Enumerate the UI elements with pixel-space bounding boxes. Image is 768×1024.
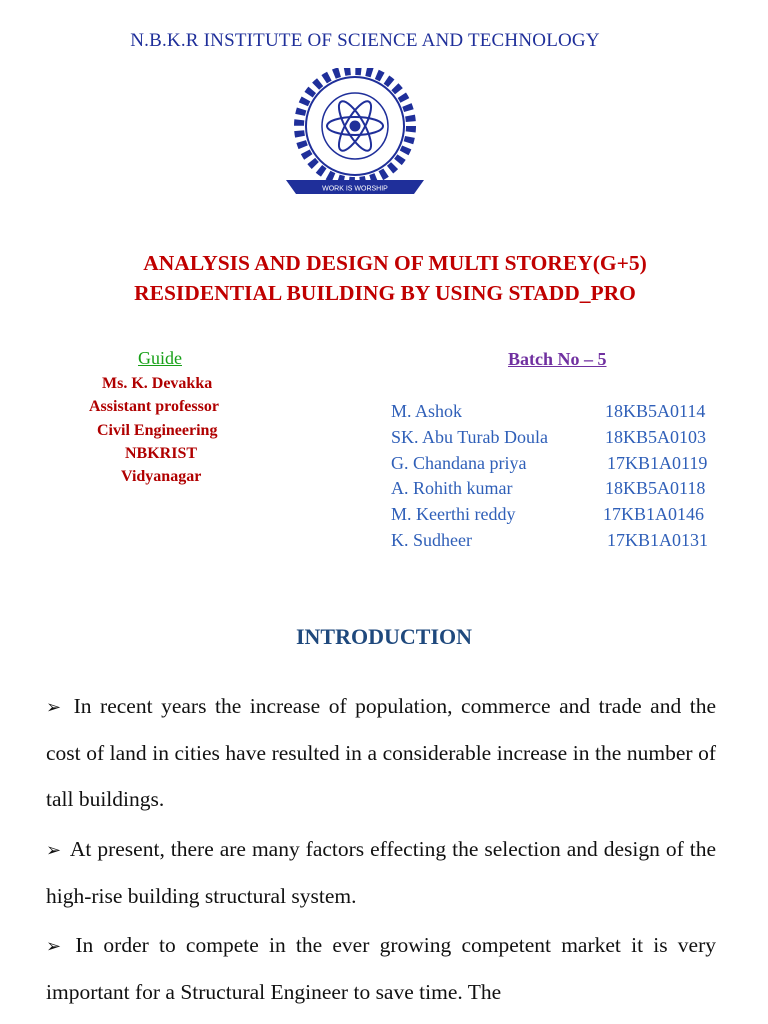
- introduction-paragraph: [46, 826, 716, 919]
- member-name: M. Ashok: [391, 401, 463, 421]
- member-name: G. Chandana priya: [391, 453, 527, 473]
- guide-label: Guide: [138, 348, 182, 368]
- guide-designation: Assistant professor: [89, 398, 219, 415]
- paragraph-text: In order to compete in the ever growing competent market it is very important for a Structural Engineer to save time. The: [46, 933, 717, 1004]
- project-title-line1: ANALYSIS AND DESIGN OF MULTI STOREY(G+5): [143, 251, 647, 275]
- guide-place: Vidyanagar: [121, 468, 202, 485]
- paragraph-text: In recent years the increase of population, commerce and trade and the cost of land in cities have resulted in a considerable increase in the number of tall buildings.: [46, 694, 716, 811]
- member-name: SK. Abu Turab Doula: [391, 427, 549, 447]
- paragraph-text: At present, there are many factors effecting the selection and design of the high-rise building structural system.: [46, 837, 716, 908]
- institute-logo: [262, 68, 448, 198]
- introduction-paragraph: [46, 922, 716, 1015]
- member-roll-number: 18KB5A0103: [605, 427, 707, 447]
- member-roll-number: 17KB1A0146: [603, 504, 705, 524]
- introduction-heading: INTRODUCTION: [295, 624, 473, 649]
- member-roll-number: 18KB5A0114: [605, 401, 706, 421]
- institute-title: N.B.K.R INSTITUTE OF SCIENCE AND TECHNOLOGY: [130, 30, 600, 51]
- member-name: M. Keerthi reddy: [391, 504, 516, 524]
- member-name: K. Sudheer: [391, 530, 472, 550]
- member-name: A. Rohith kumar: [391, 478, 513, 498]
- bullet-arrow-icon: ➢: [46, 697, 62, 717]
- guide-department: Civil Engineering: [97, 422, 218, 439]
- guide-institute: NBKRIST: [125, 445, 198, 462]
- member-roll-number: 17KB1A0119: [607, 453, 708, 473]
- bullet-arrow-icon: ➢: [46, 840, 62, 860]
- introduction-paragraph: [46, 683, 716, 822]
- guide-name: Ms. K. Devakka: [102, 375, 213, 392]
- bullet-arrow-icon: ➢: [46, 936, 62, 956]
- project-title-line2: RESIDENTIAL BUILDING BY USING STADD_PRO: [134, 281, 636, 305]
- member-roll-number: 17KB1A0131: [607, 530, 709, 550]
- batch-label: Batch No – 5: [508, 349, 607, 369]
- member-roll-number: 18KB5A0118: [605, 478, 706, 498]
- logo-motto: WORK IS WORSHIP: [322, 185, 388, 193]
